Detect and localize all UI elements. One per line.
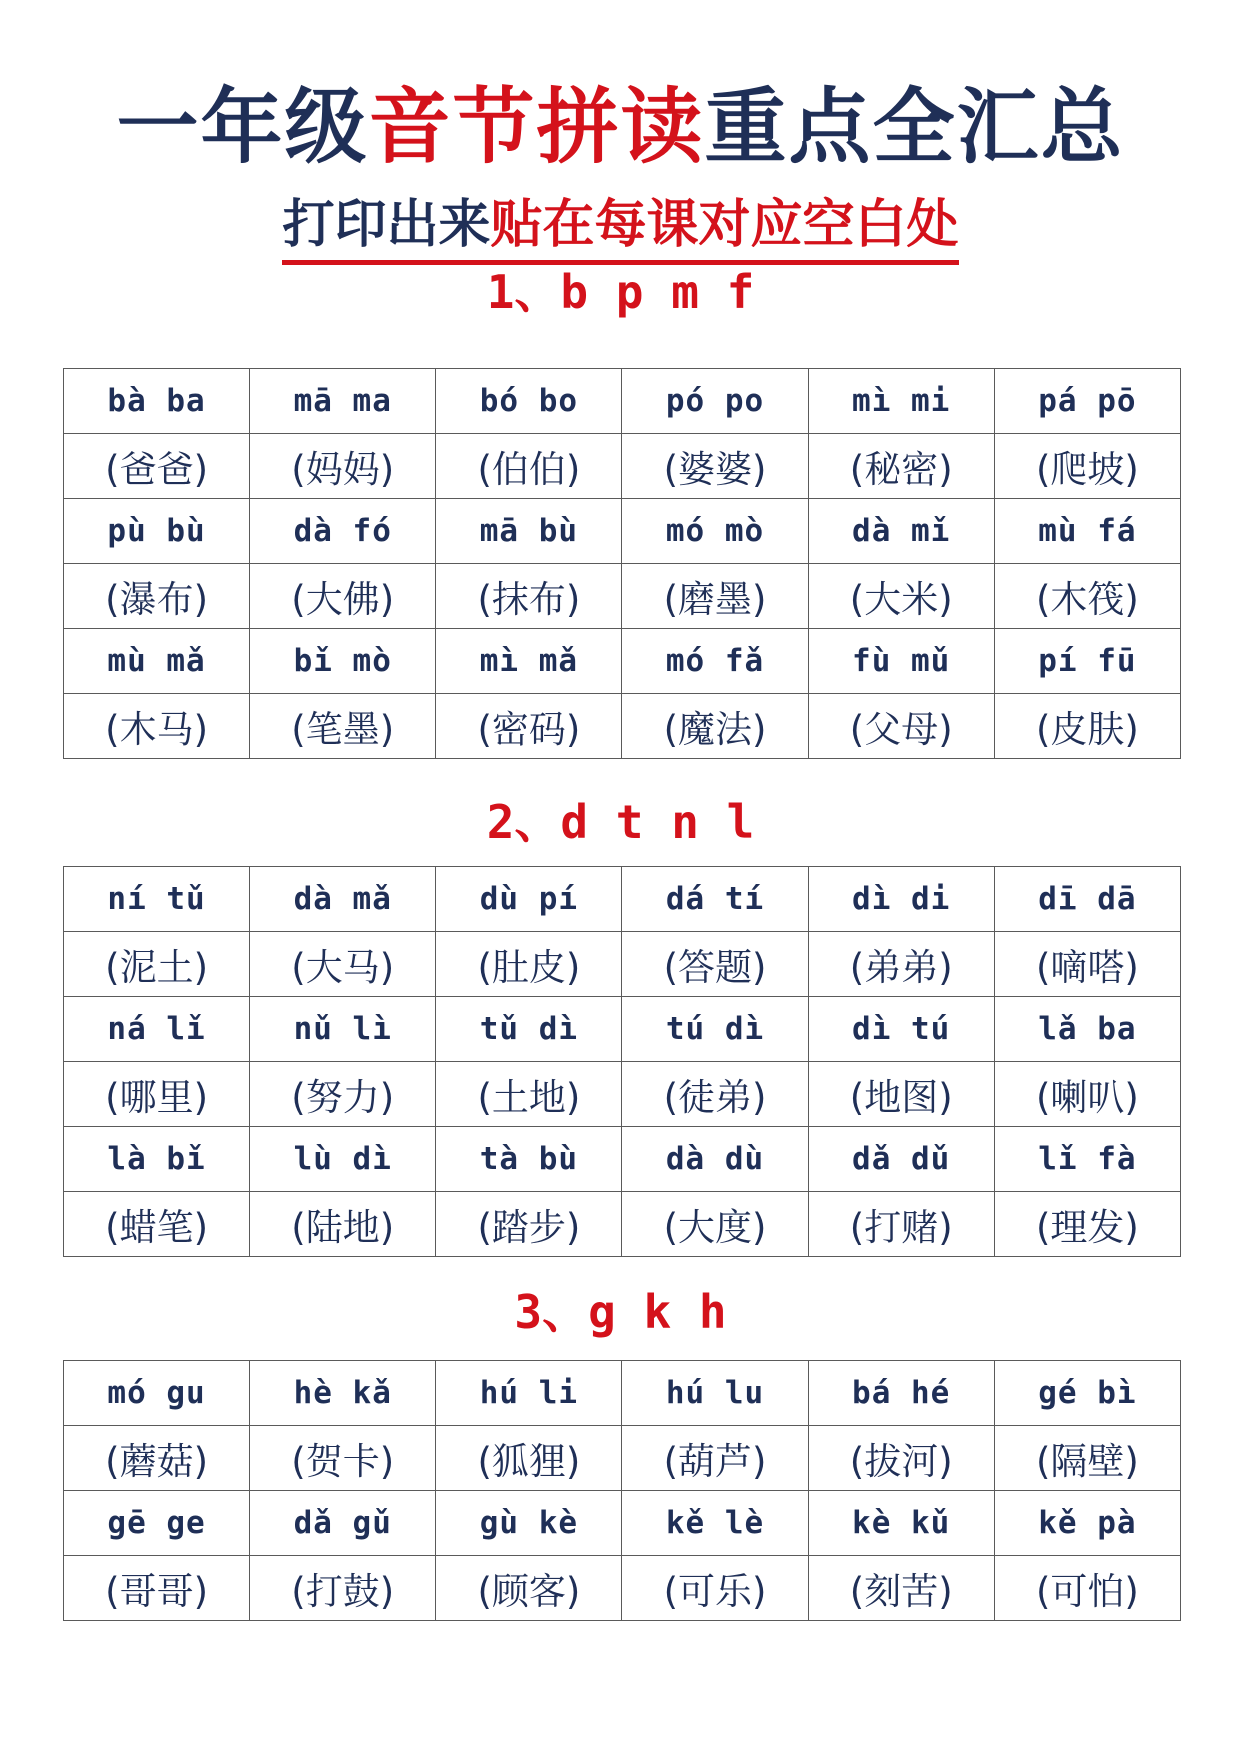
- hanzi-cell: (喇叭): [994, 1062, 1180, 1127]
- pinyin-cell: dà dù: [622, 1127, 808, 1192]
- hanzi-cell: (婆婆): [622, 434, 808, 499]
- pinyin-cell: mó mò: [622, 499, 808, 564]
- hanzi-cell: (葫芦): [622, 1426, 808, 1491]
- section-table-bpmf: [63, 368, 1181, 759]
- title-part-1: 一年级: [116, 80, 369, 175]
- hanzi-cell: (笔墨): [250, 694, 436, 759]
- hanzi-cell: (弟弟): [808, 932, 994, 997]
- pinyin-cell: dǎ gǔ: [250, 1491, 436, 1556]
- pinyin-cell: dà fó: [250, 499, 436, 564]
- pinyin-cell: dī dā: [994, 867, 1180, 932]
- hanzi-cell: (秘密): [808, 434, 994, 499]
- pinyin-row: [64, 997, 1181, 1062]
- pinyin-cell: dì di: [808, 867, 994, 932]
- hanzi-cell: (嘀嗒): [994, 932, 1180, 997]
- pinyin-cell: tú dì: [622, 997, 808, 1062]
- hanzi-cell: (贺卡): [250, 1426, 436, 1491]
- pinyin-cell: hú li: [436, 1361, 622, 1426]
- pinyin-cell: kě pà: [994, 1491, 1180, 1556]
- hanzi-cell: (可怕): [994, 1556, 1180, 1621]
- pinyin-cell: dù pí: [436, 867, 622, 932]
- pinyin-cell: mā bù: [436, 499, 622, 564]
- section-heading-dtnl: 2、d t n l: [486, 795, 755, 849]
- subtitle-underline: [282, 190, 958, 265]
- pinyin-row: [64, 1491, 1181, 1556]
- pinyin-cell: kè kǔ: [808, 1491, 994, 1556]
- pinyin-cell: gù kè: [436, 1491, 622, 1556]
- hanzi-cell: (哥哥): [64, 1556, 250, 1621]
- hanzi-row: [64, 932, 1181, 997]
- hanzi-cell: (木马): [64, 694, 250, 759]
- pinyin-cell: ní tǔ: [64, 867, 250, 932]
- hanzi-cell: (理发): [994, 1192, 1180, 1257]
- pinyin-cell: lǐ fà: [994, 1127, 1180, 1192]
- pinyin-row: [64, 499, 1181, 564]
- hanzi-row: [64, 1556, 1181, 1621]
- hanzi-cell: (顾客): [436, 1556, 622, 1621]
- hanzi-cell: (木筏): [994, 564, 1180, 629]
- hanzi-cell: (大佛): [250, 564, 436, 629]
- pinyin-cell: pá pō: [994, 369, 1180, 434]
- pinyin-cell: pí fū: [994, 629, 1180, 694]
- pinyin-cell: nǔ lì: [250, 997, 436, 1062]
- pinyin-cell: lù dì: [250, 1127, 436, 1192]
- hanzi-cell: (磨墨): [622, 564, 808, 629]
- pinyin-cell: dì tú: [808, 997, 994, 1062]
- hanzi-cell: (密码): [436, 694, 622, 759]
- hanzi-row: [64, 1426, 1181, 1491]
- hanzi-cell: (爬坡): [994, 434, 1180, 499]
- hanzi-cell: (刻苦): [808, 1556, 994, 1621]
- pinyin-cell: tà bù: [436, 1127, 622, 1192]
- pinyin-cell: mù fá: [994, 499, 1180, 564]
- hanzi-cell: (踏步): [436, 1192, 622, 1257]
- hanzi-cell: (抹布): [436, 564, 622, 629]
- hanzi-cell: (地图): [808, 1062, 994, 1127]
- pinyin-cell: dà mǎ: [250, 867, 436, 932]
- hanzi-cell: (魔法): [622, 694, 808, 759]
- pinyin-row: [64, 1127, 1181, 1192]
- hanzi-row: [64, 1062, 1181, 1127]
- hanzi-row: [64, 694, 1181, 759]
- hanzi-row: [64, 434, 1181, 499]
- pinyin-cell: fù mǔ: [808, 629, 994, 694]
- pinyin-cell: mù mǎ: [64, 629, 250, 694]
- hanzi-cell: (瀑布): [64, 564, 250, 629]
- hanzi-cell: (蘑菇): [64, 1426, 250, 1491]
- hanzi-cell: (徒弟): [622, 1062, 808, 1127]
- hanzi-cell: (努力): [250, 1062, 436, 1127]
- pinyin-cell: dá tí: [622, 867, 808, 932]
- pinyin-row: [64, 1361, 1181, 1426]
- subtitle-part-1: 打印出来: [282, 195, 491, 255]
- pinyin-cell: bá hé: [808, 1361, 994, 1426]
- hanzi-cell: (可乐): [622, 1556, 808, 1621]
- pinyin-row: [64, 629, 1181, 694]
- subtitle-part-2: 贴在每课对应空白处: [490, 195, 959, 255]
- hanzi-cell: (妈妈): [250, 434, 436, 499]
- hanzi-cell: (大米): [808, 564, 994, 629]
- section-heading-bpmf: 1、b p m f: [486, 265, 755, 319]
- pinyin-row: [64, 369, 1181, 434]
- hanzi-cell: (大度): [622, 1192, 808, 1257]
- hanzi-cell: (拔河): [808, 1426, 994, 1491]
- hanzi-cell: (爸爸): [64, 434, 250, 499]
- pinyin-cell: gē ge: [64, 1491, 250, 1556]
- pinyin-cell: kě lè: [622, 1491, 808, 1556]
- pinyin-cell: mā ma: [250, 369, 436, 434]
- pinyin-row: [64, 867, 1181, 932]
- pinyin-cell: là bǐ: [64, 1127, 250, 1192]
- hanzi-cell: (隔壁): [994, 1426, 1180, 1491]
- hanzi-cell: (土地): [436, 1062, 622, 1127]
- hanzi-cell: (答题): [622, 932, 808, 997]
- pinyin-cell: dà mǐ: [808, 499, 994, 564]
- pinyin-cell: ná lǐ: [64, 997, 250, 1062]
- section-table-dtnl: [63, 866, 1181, 1257]
- pinyin-cell: mì mi: [808, 369, 994, 434]
- pinyin-cell: tǔ dì: [436, 997, 622, 1062]
- pinyin-cell: hè kǎ: [250, 1361, 436, 1426]
- section-heading-gkh: 3、g k h: [514, 1285, 727, 1339]
- pinyin-cell: dǎ dǔ: [808, 1127, 994, 1192]
- pinyin-cell: pù bù: [64, 499, 250, 564]
- pinyin-cell: bǐ mò: [250, 629, 436, 694]
- hanzi-cell: (肚皮): [436, 932, 622, 997]
- hanzi-cell: (狐狸): [436, 1426, 622, 1491]
- pinyin-cell: pó po: [622, 369, 808, 434]
- hanzi-cell: (打鼓): [250, 1556, 436, 1621]
- hanzi-cell: (陆地): [250, 1192, 436, 1257]
- hanzi-row: [64, 1192, 1181, 1257]
- pinyin-cell: mó fǎ: [622, 629, 808, 694]
- hanzi-cell: (蜡笔): [64, 1192, 250, 1257]
- pinyin-cell: bó bo: [436, 369, 622, 434]
- pinyin-cell: lǎ ba: [994, 997, 1180, 1062]
- hanzi-cell: (父母): [808, 694, 994, 759]
- pinyin-cell: mó gu: [64, 1361, 250, 1426]
- pinyin-cell: mì mǎ: [436, 629, 622, 694]
- page-title: [0, 78, 1241, 178]
- pinyin-cell: gé bì: [994, 1361, 1180, 1426]
- hanzi-row: [64, 564, 1181, 629]
- pinyin-cell: bà ba: [64, 369, 250, 434]
- hanzi-cell: (大马): [250, 932, 436, 997]
- hanzi-cell: (打赌): [808, 1192, 994, 1257]
- page-subtitle: [0, 190, 1241, 265]
- section-table-gkh: [63, 1360, 1181, 1621]
- title-part-3: 重点全汇总: [704, 80, 1125, 175]
- pinyin-cell: hú lu: [622, 1361, 808, 1426]
- hanzi-cell: (伯伯): [436, 434, 622, 499]
- hanzi-cell: (哪里): [64, 1062, 250, 1127]
- title-part-2: 音节拼读: [368, 80, 705, 175]
- hanzi-cell: (泥土): [64, 932, 250, 997]
- hanzi-cell: (皮肤): [994, 694, 1180, 759]
